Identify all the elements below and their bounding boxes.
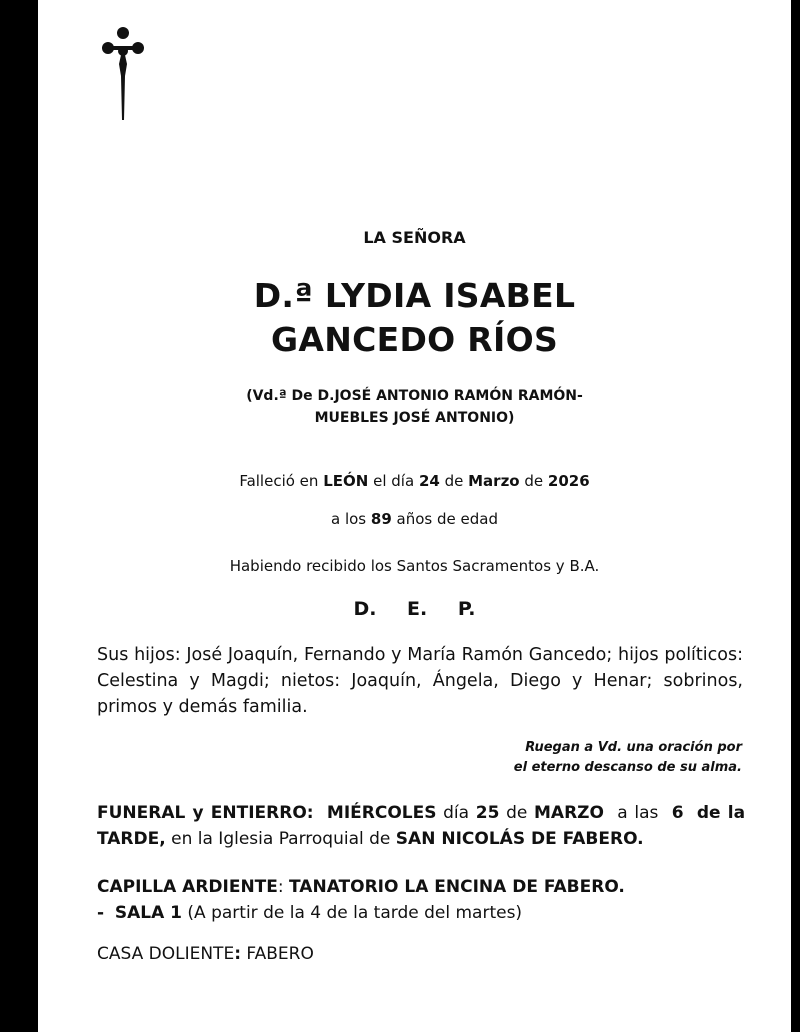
house-place: FABERO (246, 944, 314, 964)
prayer-line-1: Ruegan a Vd. una oración por (525, 740, 742, 755)
name-line-1: D.ª LYDIA ISABEL (253, 276, 576, 315)
widow-note (38, 385, 791, 429)
death-text: el día (373, 472, 415, 490)
intro-text: LA SEÑORA (363, 228, 466, 247)
age-text: años de edad (396, 510, 498, 528)
widow-line-2: MUEBLES JOSÉ ANTONIO) (314, 410, 515, 426)
funeral-text: día (443, 803, 470, 823)
dep-text: D. E. P. (353, 598, 476, 620)
funeral-church: SAN NICOLÁS DE FABERO. (395, 829, 644, 849)
family-text: Sus hijos: José Joaquín, Fernando y María Ramón Gancedo; hijos políticos: Celestina y Magdi; nietos: Joaquín, Ángela, Diego y Henar; sobrinos, primos y demás familia. (97, 645, 743, 717)
death-text: de (444, 472, 464, 490)
funeral-month: MARZO (534, 803, 604, 823)
deceased-name (38, 274, 791, 362)
funeral-text: de (506, 803, 528, 823)
age-text: a los (330, 510, 367, 528)
name-line-2: GANCEDO RÍOS (270, 320, 559, 359)
funeral-text: en la Iglesia Parroquial de (171, 829, 391, 849)
funeral-label: FUNERAL y ENTIERRO: (97, 803, 314, 823)
funeral-weekday: MIÉRCOLES (326, 803, 437, 823)
cross-icon (98, 24, 148, 124)
house-colon: : (234, 944, 241, 964)
chapel-colon: : (277, 877, 284, 897)
death-month: Marzo (468, 472, 520, 490)
chapel-line-2 (97, 900, 625, 926)
chapel-place: TANATORIO LA ENCINA DE FABERO. (289, 877, 625, 897)
prayer-request (338, 738, 742, 778)
chapel-line-1 (97, 874, 625, 900)
death-day: 24 (418, 472, 440, 490)
chapel-label: CAPILLA ARDIENTE (97, 877, 278, 897)
death-text: de (524, 472, 544, 490)
age-info (38, 510, 791, 528)
sacraments-text: Habiendo recibido los Santos Sacramentos y B.A. (229, 557, 600, 575)
prayer-line-2: el eterno descanso de su alma. (513, 760, 742, 775)
widow-line-1: (Vd.ª De D.JOSÉ ANTONIO RAMÓN RAMÓN- (246, 388, 583, 404)
death-year: 2026 (547, 472, 590, 490)
funeral-time: de la TARDE, (97, 803, 746, 849)
funeral-text: a las (617, 803, 659, 823)
age-years: 89 (370, 510, 392, 528)
funeral-info (97, 800, 745, 852)
chapel-info (97, 874, 625, 926)
funeral-hour: 6 (671, 803, 684, 823)
chapel-room: SALA 1 (114, 903, 183, 923)
obituary-sheet (38, 0, 791, 1032)
funeral-day: 25 (475, 803, 500, 823)
death-info (38, 472, 791, 490)
death-text: Falleció en (239, 472, 319, 490)
chapel-dash: - (97, 903, 105, 923)
house-label: CASA DOLIENTE (97, 944, 235, 964)
death-place: LEÓN (323, 472, 369, 490)
house-info (97, 944, 314, 964)
chapel-note: (A partir de la 4 de la tarde del martes) (187, 903, 523, 923)
